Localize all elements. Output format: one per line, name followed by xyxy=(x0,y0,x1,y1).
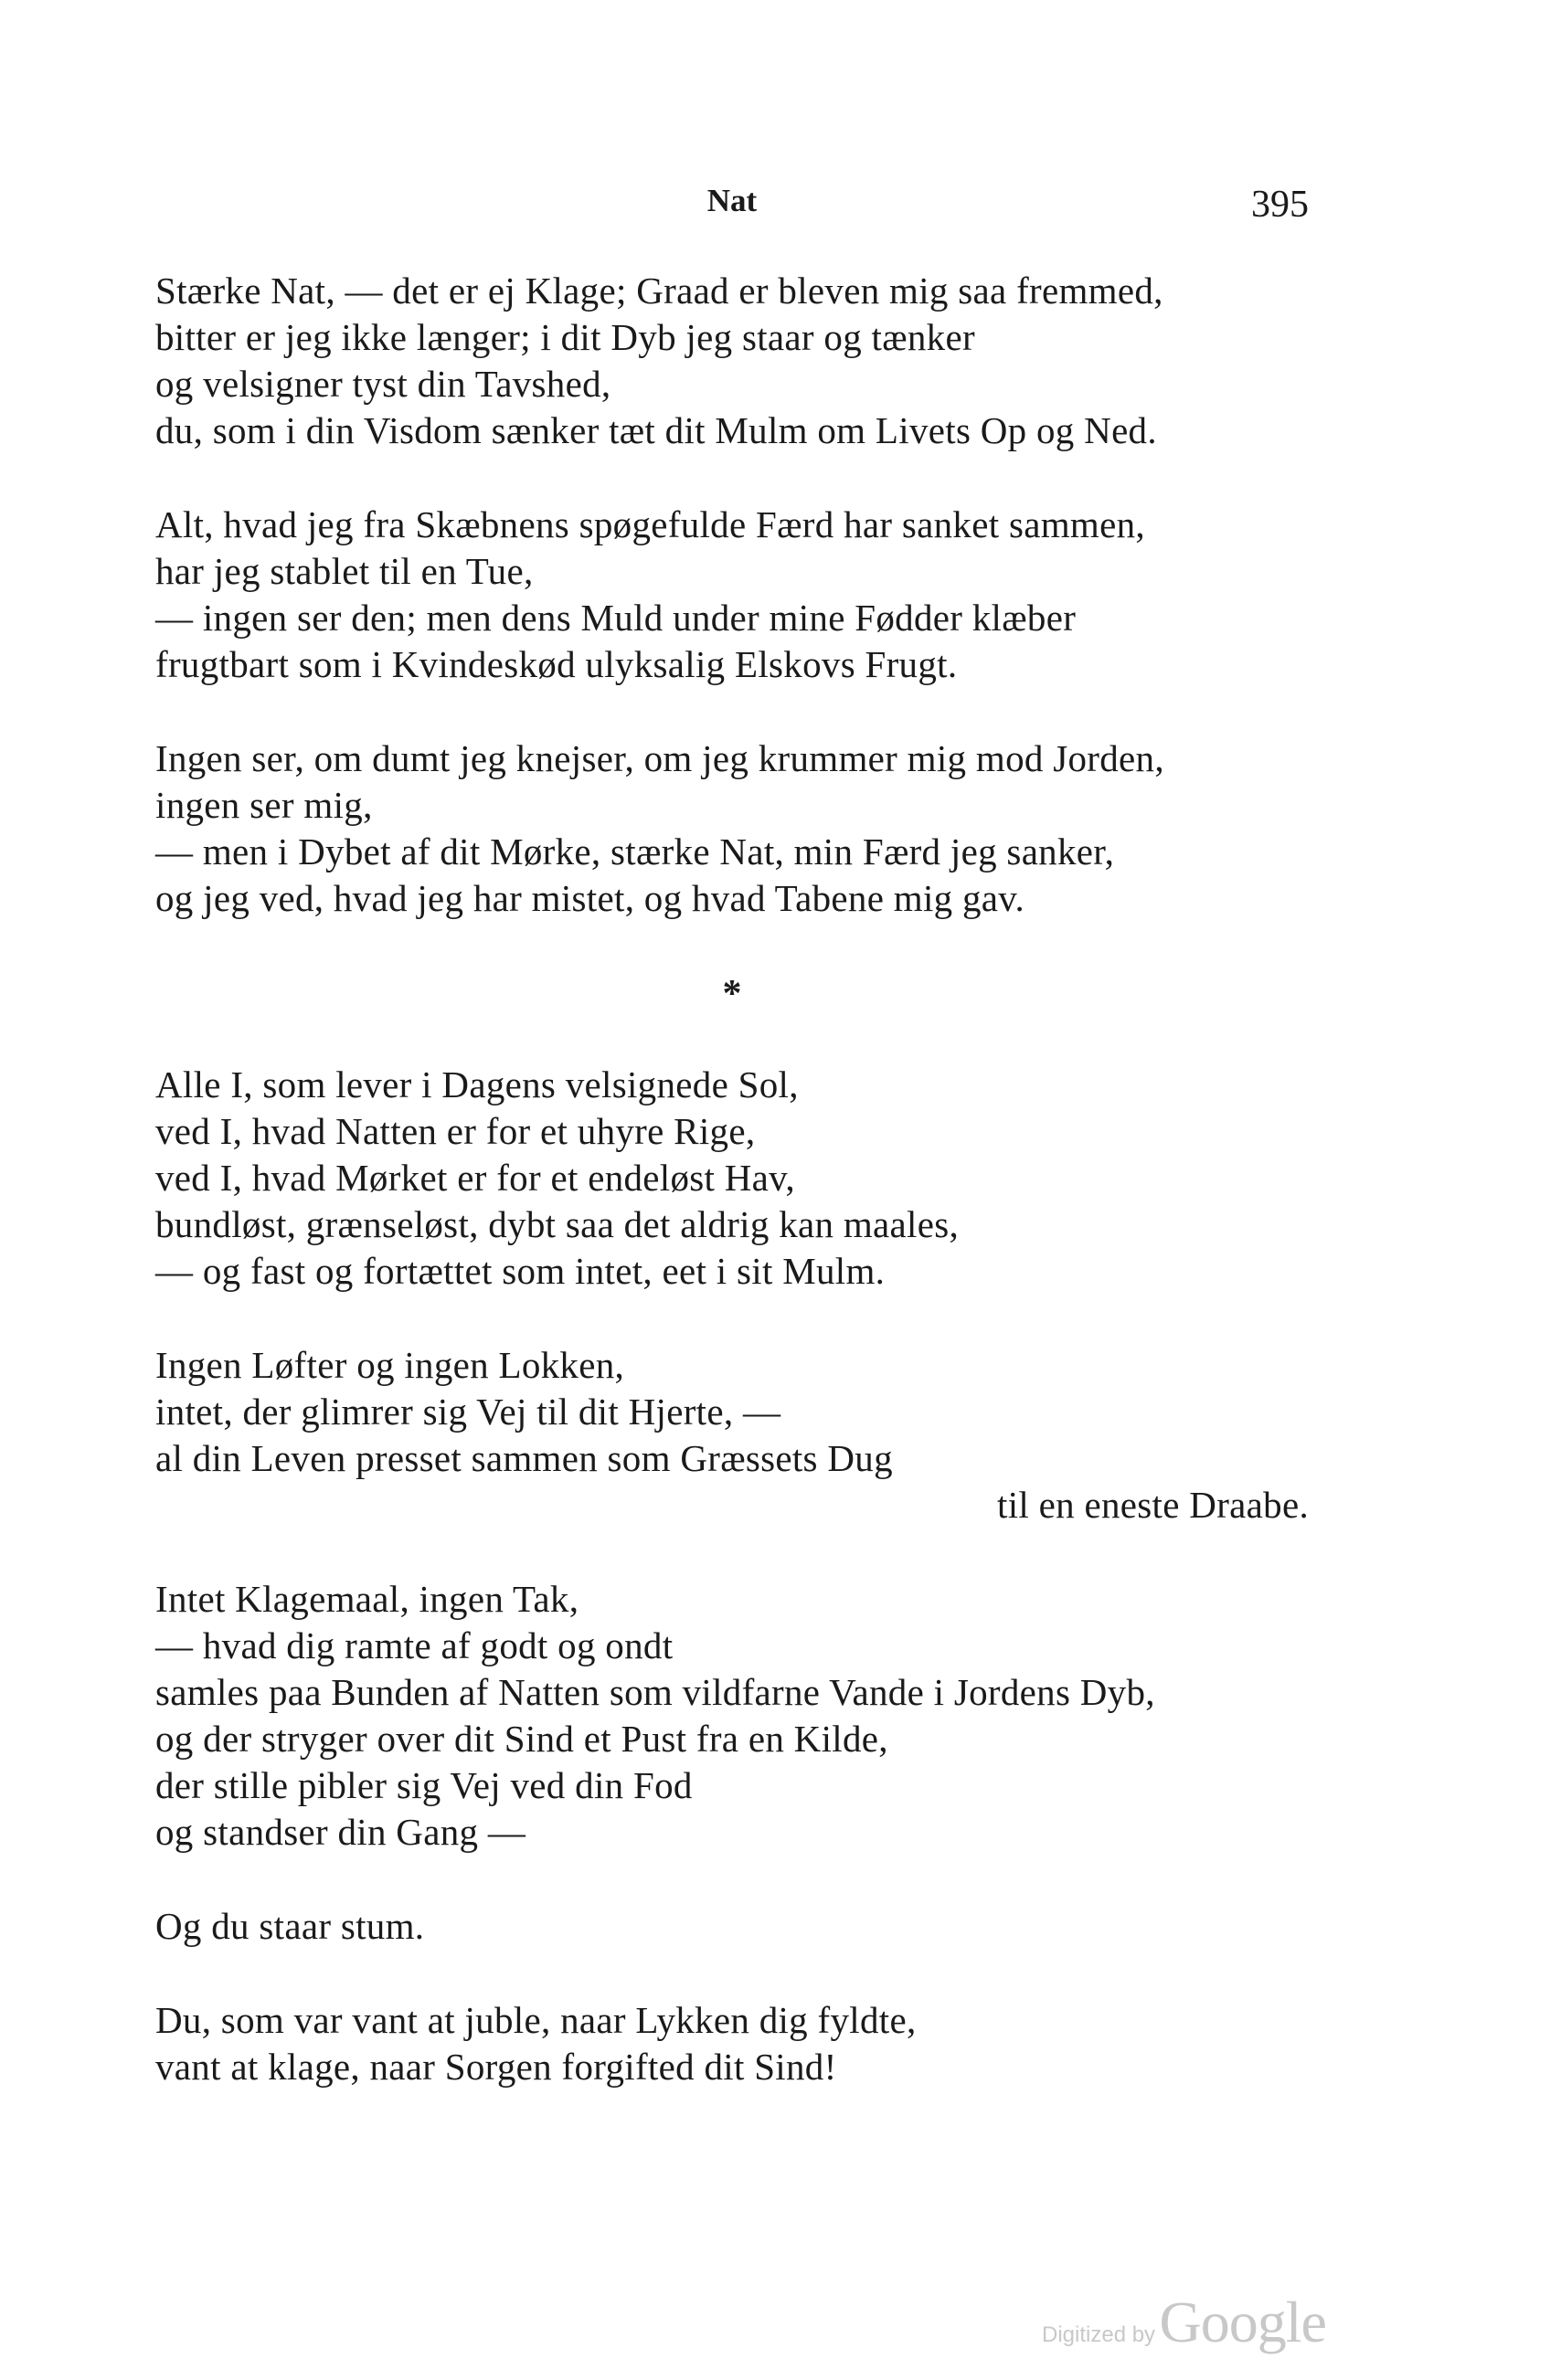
page-header xyxy=(155,183,1309,228)
verse-line: du, som i din Visdom sænker tæt dit Mulm om Livets Op og Ned. xyxy=(155,409,1157,451)
page-number: 395 xyxy=(1251,184,1309,226)
stanza xyxy=(155,502,1309,688)
verse-line: Du, som var vant at juble, naar Lykken dig fyldte, xyxy=(155,1999,917,2041)
verse-line: frugtbart som i Kvindeskød ulyksalig Elskovs Frugt. xyxy=(155,643,958,685)
verse-line: Ingen Løfter og ingen Lokken, xyxy=(155,1344,625,1386)
watermark-brand: Google xyxy=(1159,2290,1326,2354)
verse-line: Alt, hvad jeg fra Skæbnens spøgefulde Færd har sanket sammen, xyxy=(155,503,1145,545)
verse-line: Alle I, som lever i Dagens velsignede Sol, xyxy=(155,1063,799,1105)
verse-line: og der stryger over dit Sind et Pust fra en Kilde, xyxy=(155,1718,888,1760)
poem-part-2 xyxy=(155,1062,1309,2090)
verse-line: al din Leven presset sammen som Græssets Dug xyxy=(155,1437,893,1479)
watermark-prefix: Digitized by xyxy=(1042,2322,1156,2347)
stanza xyxy=(155,1997,1309,2090)
verse-line: og standser din Gang — xyxy=(155,1811,526,1853)
verse-line: — og fast og fortættet som intet, eet i sit Mulm. xyxy=(155,1250,886,1292)
running-head: Nat xyxy=(706,183,758,218)
verse-line: bitter er jeg ikke længer; i dit Dyb jeg staar og tænker xyxy=(155,316,975,358)
verse-line: og jeg ved, hvad jeg har mistet, og hvad Tabene mig gav. xyxy=(155,877,1024,919)
stanza xyxy=(155,1342,1309,1528)
verse-line: — hvad dig ramte af godt og ondt xyxy=(155,1624,674,1666)
poem-body xyxy=(155,268,1309,2138)
verse-line: vant at klage, naar Sorgen forgifted dit Sind! xyxy=(155,2046,837,2088)
verse-line: samles paa Bunden af Natten som vildfarne Vande i Jordens Dyb, xyxy=(155,1671,1155,1713)
verse-line: Og du staar stum. xyxy=(155,1905,425,1947)
verse-line: har jeg stablet til en Tue, xyxy=(155,550,534,592)
verse-line: ved I, hvad Natten er for et uhyre Rige, xyxy=(155,1110,756,1152)
stanza xyxy=(155,1062,1309,1295)
section-separator: * xyxy=(722,973,742,1015)
digitized-watermark xyxy=(1042,2289,1326,2356)
stanza xyxy=(155,735,1309,922)
poem-part-1 xyxy=(155,268,1309,922)
verse-line: ved I, hvad Mørket er for et endeløst Hav, xyxy=(155,1157,795,1199)
verse-line: og velsigner tyst din Tavshed, xyxy=(155,363,611,405)
stanza xyxy=(155,1576,1309,1856)
verse-line: intet, der glimrer sig Vej til dit Hjerte, — xyxy=(155,1391,781,1433)
stanza xyxy=(155,268,1309,454)
verse-line: bundløst, grænseløst, dybt saa det aldrig kan maales, xyxy=(155,1203,960,1245)
verse-line: ingen ser mig, xyxy=(155,784,373,826)
verse-line: — ingen ser den; men dens Muld under mine Fødder klæber xyxy=(155,597,1077,639)
stanza xyxy=(155,1903,1309,1950)
verse-line: der stille pibler sig Vej ved din Fod xyxy=(155,1764,693,1806)
verse-line-continuation: til en eneste Draabe. xyxy=(997,1484,1309,1526)
verse-line: Intet Klagemaal, ingen Tak, xyxy=(155,1578,579,1620)
verse-line: Stærke Nat, — det er ej Klage; Graad er bleven mig saa fremmed, xyxy=(155,270,1163,312)
verse-line: Ingen ser, om dumt jeg knejser, om jeg krummer mig mod Jorden, xyxy=(155,737,1164,779)
verse-line: — men i Dybet af dit Mørke, stærke Nat, min Færd jeg sanker, xyxy=(155,830,1115,873)
